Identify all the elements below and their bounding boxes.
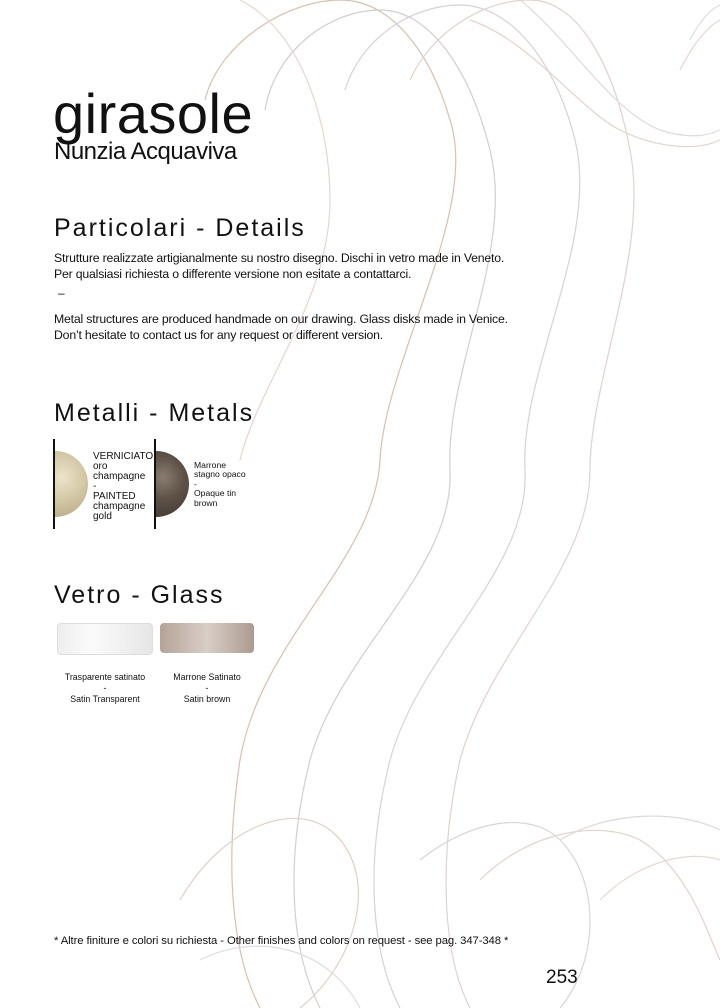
metal-label-line: VERNICIATO: [93, 451, 154, 462]
glass-label-line: Satin Transparent: [70, 694, 140, 704]
metal-label-line: stagno opaco: [194, 469, 246, 480]
glass-swatch-satin-brown: [160, 623, 254, 653]
product-title: girasole: [53, 81, 254, 145]
glass-label-line: Trasparente satinato: [64, 672, 146, 682]
metal-label-line: Marrone: [194, 460, 226, 470]
details-italian-line: Strutture realizzate artigianalmente su nostro disegno. Dischi in vetro made in Veneto.: [54, 251, 505, 265]
page-number: 253: [546, 967, 578, 988]
metal-label-line: gold: [93, 511, 112, 522]
metal-label: [93, 452, 153, 522]
details-heading: Particolari - Details: [54, 214, 306, 242]
metal-label-line: -: [194, 478, 197, 489]
details-separator: –: [58, 286, 65, 300]
glass-swatch-satin-transparent: [57, 623, 153, 655]
metal-label-line: champagne: [93, 471, 146, 482]
glass-label-line: Satin brown: [183, 694, 231, 704]
metal-label: [194, 461, 246, 508]
metal-label-line: Opaque tin: [194, 488, 237, 499]
details-english-line: Metal structures are produced handmade on our drawing. Glass disks made in Venice.: [54, 312, 508, 326]
glass-label-line: -: [103, 683, 107, 693]
designer-name: Nunzia Acquaviva: [54, 138, 237, 165]
metal-label-line: oro: [93, 461, 108, 472]
metal-label-line: -: [93, 481, 97, 492]
details-italian-text: [54, 250, 614, 282]
details-english-text: [54, 311, 614, 343]
glass-label-line: -: [205, 683, 209, 693]
metal-label-line: PAINTED: [93, 491, 136, 502]
details-italian-line: Per qualsiasi richiesta o differente versione non esitate a contattarci.: [54, 267, 412, 281]
details-english-line: Don’t hesitate to contact us for any request or different version.: [54, 328, 384, 342]
metal-swatch-champagne-gold: [55, 451, 88, 517]
metal-label-line: champagne: [93, 501, 146, 512]
glass-label-line: Marrone Satinato: [173, 672, 241, 682]
metal-swatch-opaque-tin-brown: [156, 451, 189, 517]
metals-heading: Metalli - Metals: [54, 399, 255, 427]
glass-label-satin-brown: [147, 672, 267, 705]
finishes-footnote: * Altre finiture e colori su richiesta - Other finishes and colors on request - see pag. 347-348 *: [54, 935, 509, 947]
metal-label-line: brown: [194, 497, 218, 508]
glass-heading: Vetro - Glass: [54, 581, 225, 609]
